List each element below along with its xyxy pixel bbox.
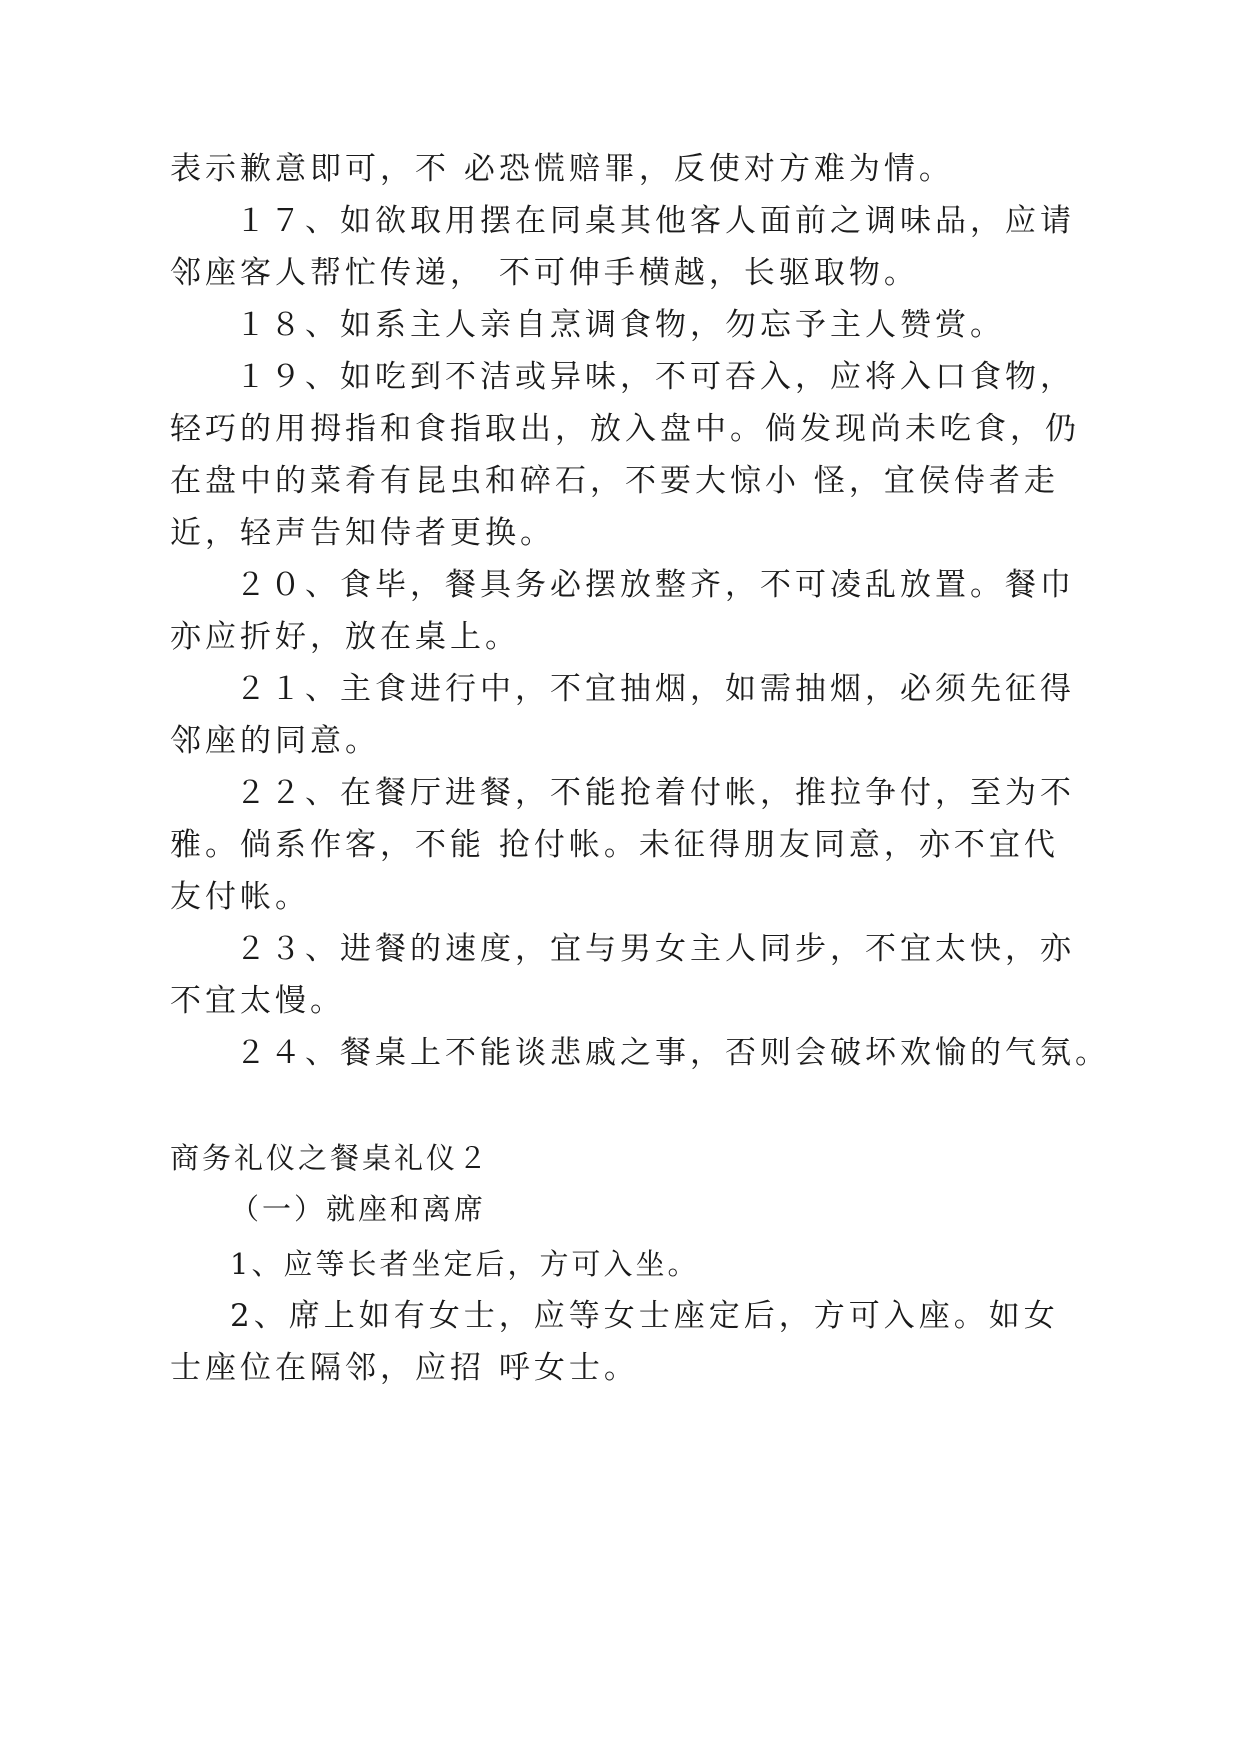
- paragraph-line: 轻巧的用拇指和食指取出，放入盘中。倘发现尚未吃食，仍: [170, 411, 1080, 447]
- paragraph-line: 1、应等长者坐定后，方可入坐。: [230, 1247, 700, 1281]
- paragraph-line: １７、如欲取用摆在同桌其他客人面前之调味品，应请: [235, 203, 1075, 239]
- paragraph-line: ２０、食毕，餐具务必摆放整齐，不可凌乱放置。餐巾: [235, 567, 1075, 603]
- subsection-title: （一）就座和离席: [230, 1192, 487, 1226]
- paragraph-line: ２１、主食进行中，不宜抽烟，如需抽烟，必须先征得: [235, 671, 1075, 707]
- paragraph-line: ２３、进餐的速度，宜与男女主人同步，不宜太快，亦: [235, 931, 1075, 967]
- paragraph-line: 亦应折好，放在桌上。: [170, 619, 520, 655]
- paragraph-line: 不宜太慢。: [170, 983, 345, 1019]
- paragraph-line: 近，轻声告知侍者更换。: [170, 515, 555, 551]
- paragraph-line: 2、席上如有女士，应等女士座定后，方可入座。如女: [230, 1298, 1059, 1334]
- paragraph-line: 邻座的同意。: [170, 723, 380, 759]
- paragraph-line: １８、如系主人亲自烹调食物，勿忘予主人赞赏。: [235, 307, 1005, 343]
- paragraph-line: 士座位在隔邻，应招 呼女士。: [170, 1350, 639, 1386]
- paragraph-line: １９、如吃到不洁或异味，不可吞入，应将入口食物，: [235, 359, 1075, 395]
- paragraph-line: 表示歉意即可，不 必恐慌赔罪，反使对方难为情。: [170, 151, 954, 187]
- paragraph-line: 雅。倘系作客，不能 抢付帐。未征得朋友同意，亦不宜代: [170, 827, 1059, 863]
- paragraph-line: 友付帐。: [170, 879, 310, 915]
- paragraph-line: ２４、餐桌上不能谈悲戚之事，否则会破坏欢愉的气氛。: [235, 1035, 1110, 1071]
- paragraph-line: 在盘中的菜肴有昆虫和碎石，不要大惊小 怪，宜侯侍者走: [170, 463, 1059, 499]
- paragraph-line: ２２、在餐厅进餐，不能抢着付帐，推拉争付，至为不: [235, 775, 1075, 811]
- section-title: 商务礼仪之餐桌礼仪２: [170, 1141, 491, 1175]
- paragraph-line: 邻座客人帮忙传递， 不可伸手横越，长驱取物。: [170, 255, 919, 291]
